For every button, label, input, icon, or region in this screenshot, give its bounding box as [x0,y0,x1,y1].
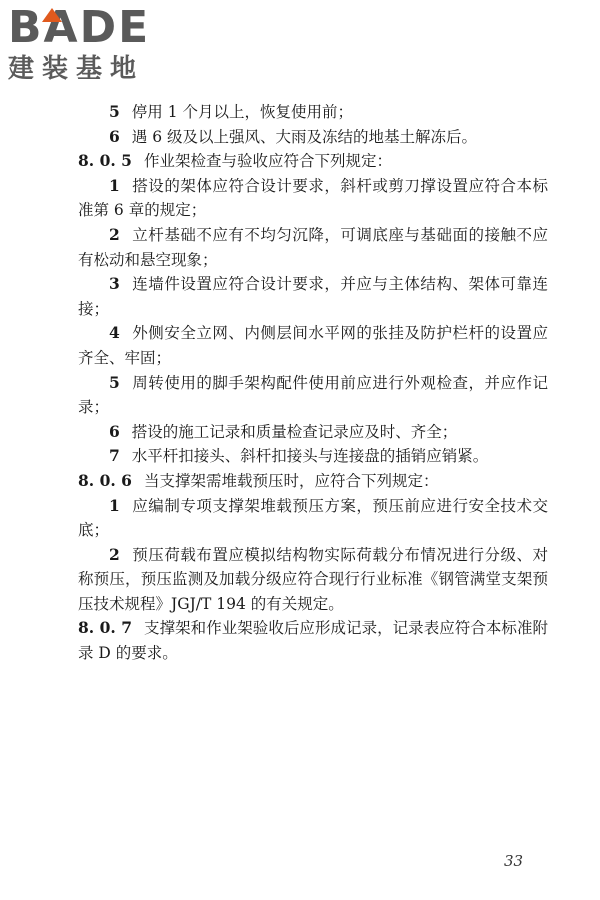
item-text: 外侧安全立网、内侧层间水平网的张挂及防护栏杆的设置应齐全、牢固； [78,324,548,367]
clause-number: 8. 0. 6 [78,470,132,490]
clause-heading [78,149,548,174]
logo [8,4,178,88]
list-item [78,371,548,420]
item-text: 连墙件设置应符合设计要求，并应与主体结构、架体可靠连接； [78,275,548,318]
logo-accent-triangle-icon [42,8,62,22]
clause-number: 8. 0. 5 [78,151,132,171]
item-text: 应编制专项支撑架堆载预压方案，预压前应进行安全技术交底； [78,496,548,540]
item-number: 3 [109,274,120,294]
item-text: 搭设的架体应符合设计要求，斜杆或剪刀撑设置应符合本标准第 6 章的规定； [78,176,548,220]
logo-subtitle: 建装基地 [8,54,145,84]
logo-wordmark: BADE [8,2,151,53]
item-number: 1 [109,175,120,195]
item-number: 6 [109,421,120,441]
list-item [78,543,548,617]
list-item [78,223,548,272]
clause-heading [78,469,548,494]
list-item [78,420,548,445]
item-number: 7 [109,446,120,466]
clause-text: 当支撑架需堆载预压时，应符合下列规定： [143,471,439,490]
clause-heading [78,616,548,665]
list-item [78,125,548,150]
item-number: 4 [109,323,120,343]
item-number: 5 [109,372,120,392]
item-text: 搭设的施工记录和质量检查记录应及时、齐全； [131,422,458,441]
item-number: 1 [109,495,120,515]
page-number: 33 [504,852,524,870]
list-item [78,494,548,543]
item-text: 立杆基础不应有不均匀沉降，可调底座与基础面的接触不应有松动和悬空现象； [78,225,548,269]
item-number: 5 [109,102,120,121]
item-text: 停用 1 个月以上，恢复使用前； [131,103,354,121]
item-text: 遇 6 级及以上强风、大雨及冻结的地基土解冻后。 [131,127,478,146]
item-text: 周转使用的脚手架构配件使用前应进行外观检查，并应作记录； [78,373,548,417]
item-text: 水平杆扣接头、斜杆扣接头与连接盘的插销应销紧。 [131,447,489,466]
item-number: 2 [109,544,120,564]
clause-number: 8. 0. 7 [78,618,133,638]
item-text: 预压荷载布置应模拟结构物实际荷载分布情况进行分级、对称预压，预压监测及加载分级应符合现行行业标准《钢管满堂支架预压技术规程》JGJ/T 194 的有关规定。 [78,545,548,613]
item-number: 2 [109,224,120,244]
item-number: 6 [109,126,120,146]
list-item [78,100,548,125]
list-item [78,321,548,370]
document-body [78,100,548,666]
list-item [78,444,548,469]
list-item [78,272,548,321]
clause-text: 支撑架和作业架验收后应形成记录，记录表应符合本标准附录 D 的要求。 [78,619,548,663]
list-item [78,174,548,223]
clause-text: 作业架检查与验收应符合下列规定： [143,152,392,171]
